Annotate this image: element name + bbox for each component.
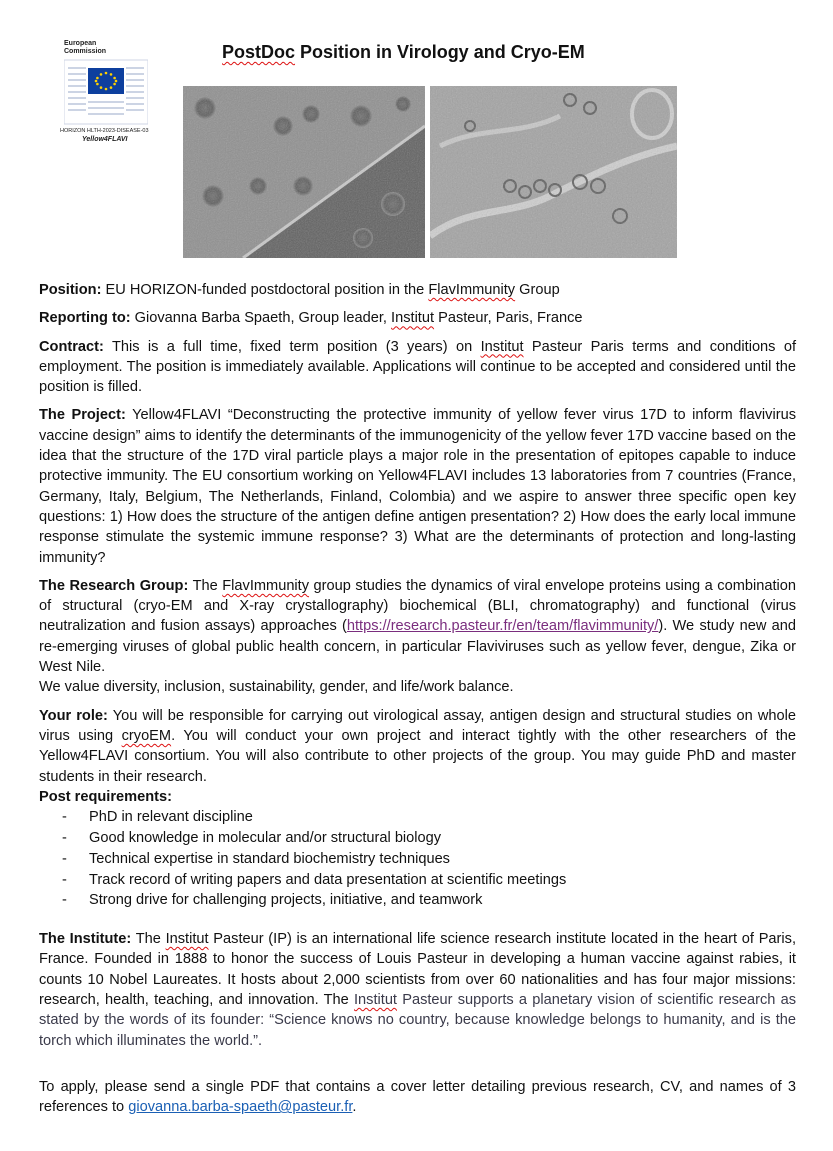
list-item: [39, 807, 796, 828]
research-paragraph: [39, 576, 796, 677]
list-item: [39, 849, 796, 870]
title-prefix: PostDoc: [222, 42, 296, 62]
project-text: Yellow4FLAVI “Deconstructing the protective immunity of yellow fever virus 17D to inform flavivirus vaccine design” aims to identify the determinants of the immunogenicity of the yellow fever 17D vaccine based on the idea that the structure of the 17D viral particle plays a major role in the presentation of epitopes capable to induce protective immunity. The EU consortium working on Yellow4FLAVI includes 13 laboratories from 7 countries (France, Germany, Italy, Belgium, The Netherlands, Finland, Colombia) and we aspire to answer three specific open key questions: 1) How does the structure of the antigen define antigen presentation? 2) How does the early local immune response stimulate the systemic immune response? 3) What are the determinants of protection and long-lasting immunity?: [39, 407, 796, 566]
apply-email-link[interactable]: giovanna.barba-spaeth@pasteur.fr: [128, 1099, 353, 1116]
position-text-a: EU HORIZON-funded postdoctoral position in the: [101, 282, 429, 298]
reporting-paragraph: [39, 308, 796, 328]
list-dash: -: [62, 850, 67, 867]
role-text-a: You will be responsible for carrying out virological assay, antigen design and structural studies on whole virus using: [39, 707, 796, 744]
apply-text: To apply, please send a single PDF that contains a cover letter detailing previous research, CV, and names of 3 references to: [39, 1078, 796, 1116]
apply-paragraph: [39, 1077, 796, 1118]
institute-text-c: Pasteur supports a planetary vision of scientific research as stated by the words of its founder: “Science knows no country, because knowledge belongs to humanity, and is the torch which illuminates the world.”.: [39, 992, 796, 1049]
programme-code: HORIZON HLTH-2023-DISEASE-03: [60, 128, 149, 134]
requirements-heading: [39, 787, 796, 807]
research-url-link[interactable]: https://research.pasteur.fr/en/team/flavimmunity/: [346, 618, 659, 635]
page-title: [222, 42, 585, 63]
contract-text-b: Pasteur Paris terms and conditions of employment. The position is immediately available. Applications will continue to be accepted and considered until the position is filled.: [39, 338, 797, 396]
role-label: Your role:: [39, 707, 108, 724]
reporting-institut: Institut: [391, 310, 435, 327]
institute-institut-1: Institut: [165, 931, 209, 948]
eu-commission-logo: [60, 40, 160, 143]
logo-line-european: European: [64, 40, 97, 47]
eu-flag-icon: [64, 58, 148, 126]
requirement-text: Good knowledge in molecular and/or structural biology: [89, 829, 442, 846]
cryo-em-micrograph-left: [183, 86, 425, 258]
contract-label: Contract:: [39, 338, 104, 355]
research-text-a: The: [188, 577, 223, 594]
research-group: FlavImmunity: [222, 577, 310, 594]
role-text-b: . You will conduct your own project and interact tightly with the other researchers of the Yellow4FLAVI consortium. You will also contribute to other projects of the group. You may guide PhD and master students in their research.: [39, 727, 796, 785]
posting-body: [39, 280, 796, 1125]
position-paragraph: [39, 280, 796, 300]
list-item: [39, 890, 796, 911]
list-dash: -: [62, 871, 67, 888]
project-label: The Project:: [39, 407, 126, 424]
project-paragraph: [39, 405, 796, 567]
contract-institut: Institut: [480, 338, 524, 355]
institute-text-a: The: [131, 931, 166, 948]
contract-text-a: This is a full time, fixed term position (3 years) on: [103, 338, 481, 355]
institute-label: The Institute:: [39, 931, 132, 948]
requirements-list: [39, 807, 796, 911]
research-text-c: ). We study new and re-emerging viruses of global public health concern, in particular Flaviviruses such as yellow fever, dengue, Zika or West Nile.: [39, 618, 797, 676]
logo-text: [64, 40, 124, 56]
institute-institut-2: Institut: [354, 992, 397, 1008]
research-text-b: group studies the dynamics of viral envelope proteins using a combination of structural (cryo-EM and X-ray crystallography) biochemical (BLI, chromatography) and functional (virus neutralization and fusion assays) approaches (: [39, 577, 797, 635]
requirement-text: Strong drive for challenging projects, initiative, and teamwork: [89, 892, 483, 909]
institute-text-b: Pasteur (IP) is an international life science research institute located in the heart of Paris, France. Founded in 1888 to honor the success of Louis Pasteur in developing a human vaccine against rabies, it counts 10 Nobel Laureates. It hosts about 2,000 scientists from over 60 nationalities and has four major missions: research, health, teaching, and innovation. The: [39, 931, 796, 1008]
list-item: [39, 870, 796, 891]
institute-paragraph: [39, 929, 796, 1051]
list-dash: -: [62, 892, 67, 909]
list-dash: -: [62, 829, 67, 846]
logo-line-commission: Commission: [64, 48, 107, 55]
cryo-et-tomogram-right: [430, 86, 677, 258]
spacer: [39, 1059, 796, 1077]
title-rest: Position in Virology and Cryo-EM: [295, 42, 585, 62]
position-label: Position:: [39, 282, 102, 298]
apply-end: .: [352, 1099, 357, 1116]
list-item: [39, 828, 796, 849]
values-text: We value diversity, inclusion, sustainability, gender, and life/work balance.: [39, 679, 514, 696]
project-name: Yellow4FLAVI: [82, 136, 128, 143]
requirement-text: Technical expertise in standard biochemistry techniques: [89, 850, 450, 867]
list-dash: -: [62, 809, 67, 826]
reporting-label: Reporting to:: [39, 310, 131, 327]
contract-paragraph: [39, 337, 796, 398]
research-label: The Research Group:: [39, 577, 189, 594]
position-text-b: Group: [515, 282, 560, 298]
requirements-label: Post requirements:: [39, 788, 172, 805]
reporting-text-a: Giovanna Barba Spaeth, Group leader,: [130, 310, 392, 327]
spacer: [39, 911, 796, 929]
position-group: FlavImmunity: [428, 282, 516, 298]
role-paragraph: [39, 706, 796, 787]
values-paragraph: [39, 677, 796, 697]
role-cryoem: cryoEM: [121, 727, 172, 744]
requirement-text: PhD in relevant discipline: [89, 809, 253, 826]
requirement-text: Track record of writing papers and data presentation at scientific meetings: [89, 871, 567, 888]
reporting-text-b: Pasteur, Paris, France: [434, 310, 583, 327]
